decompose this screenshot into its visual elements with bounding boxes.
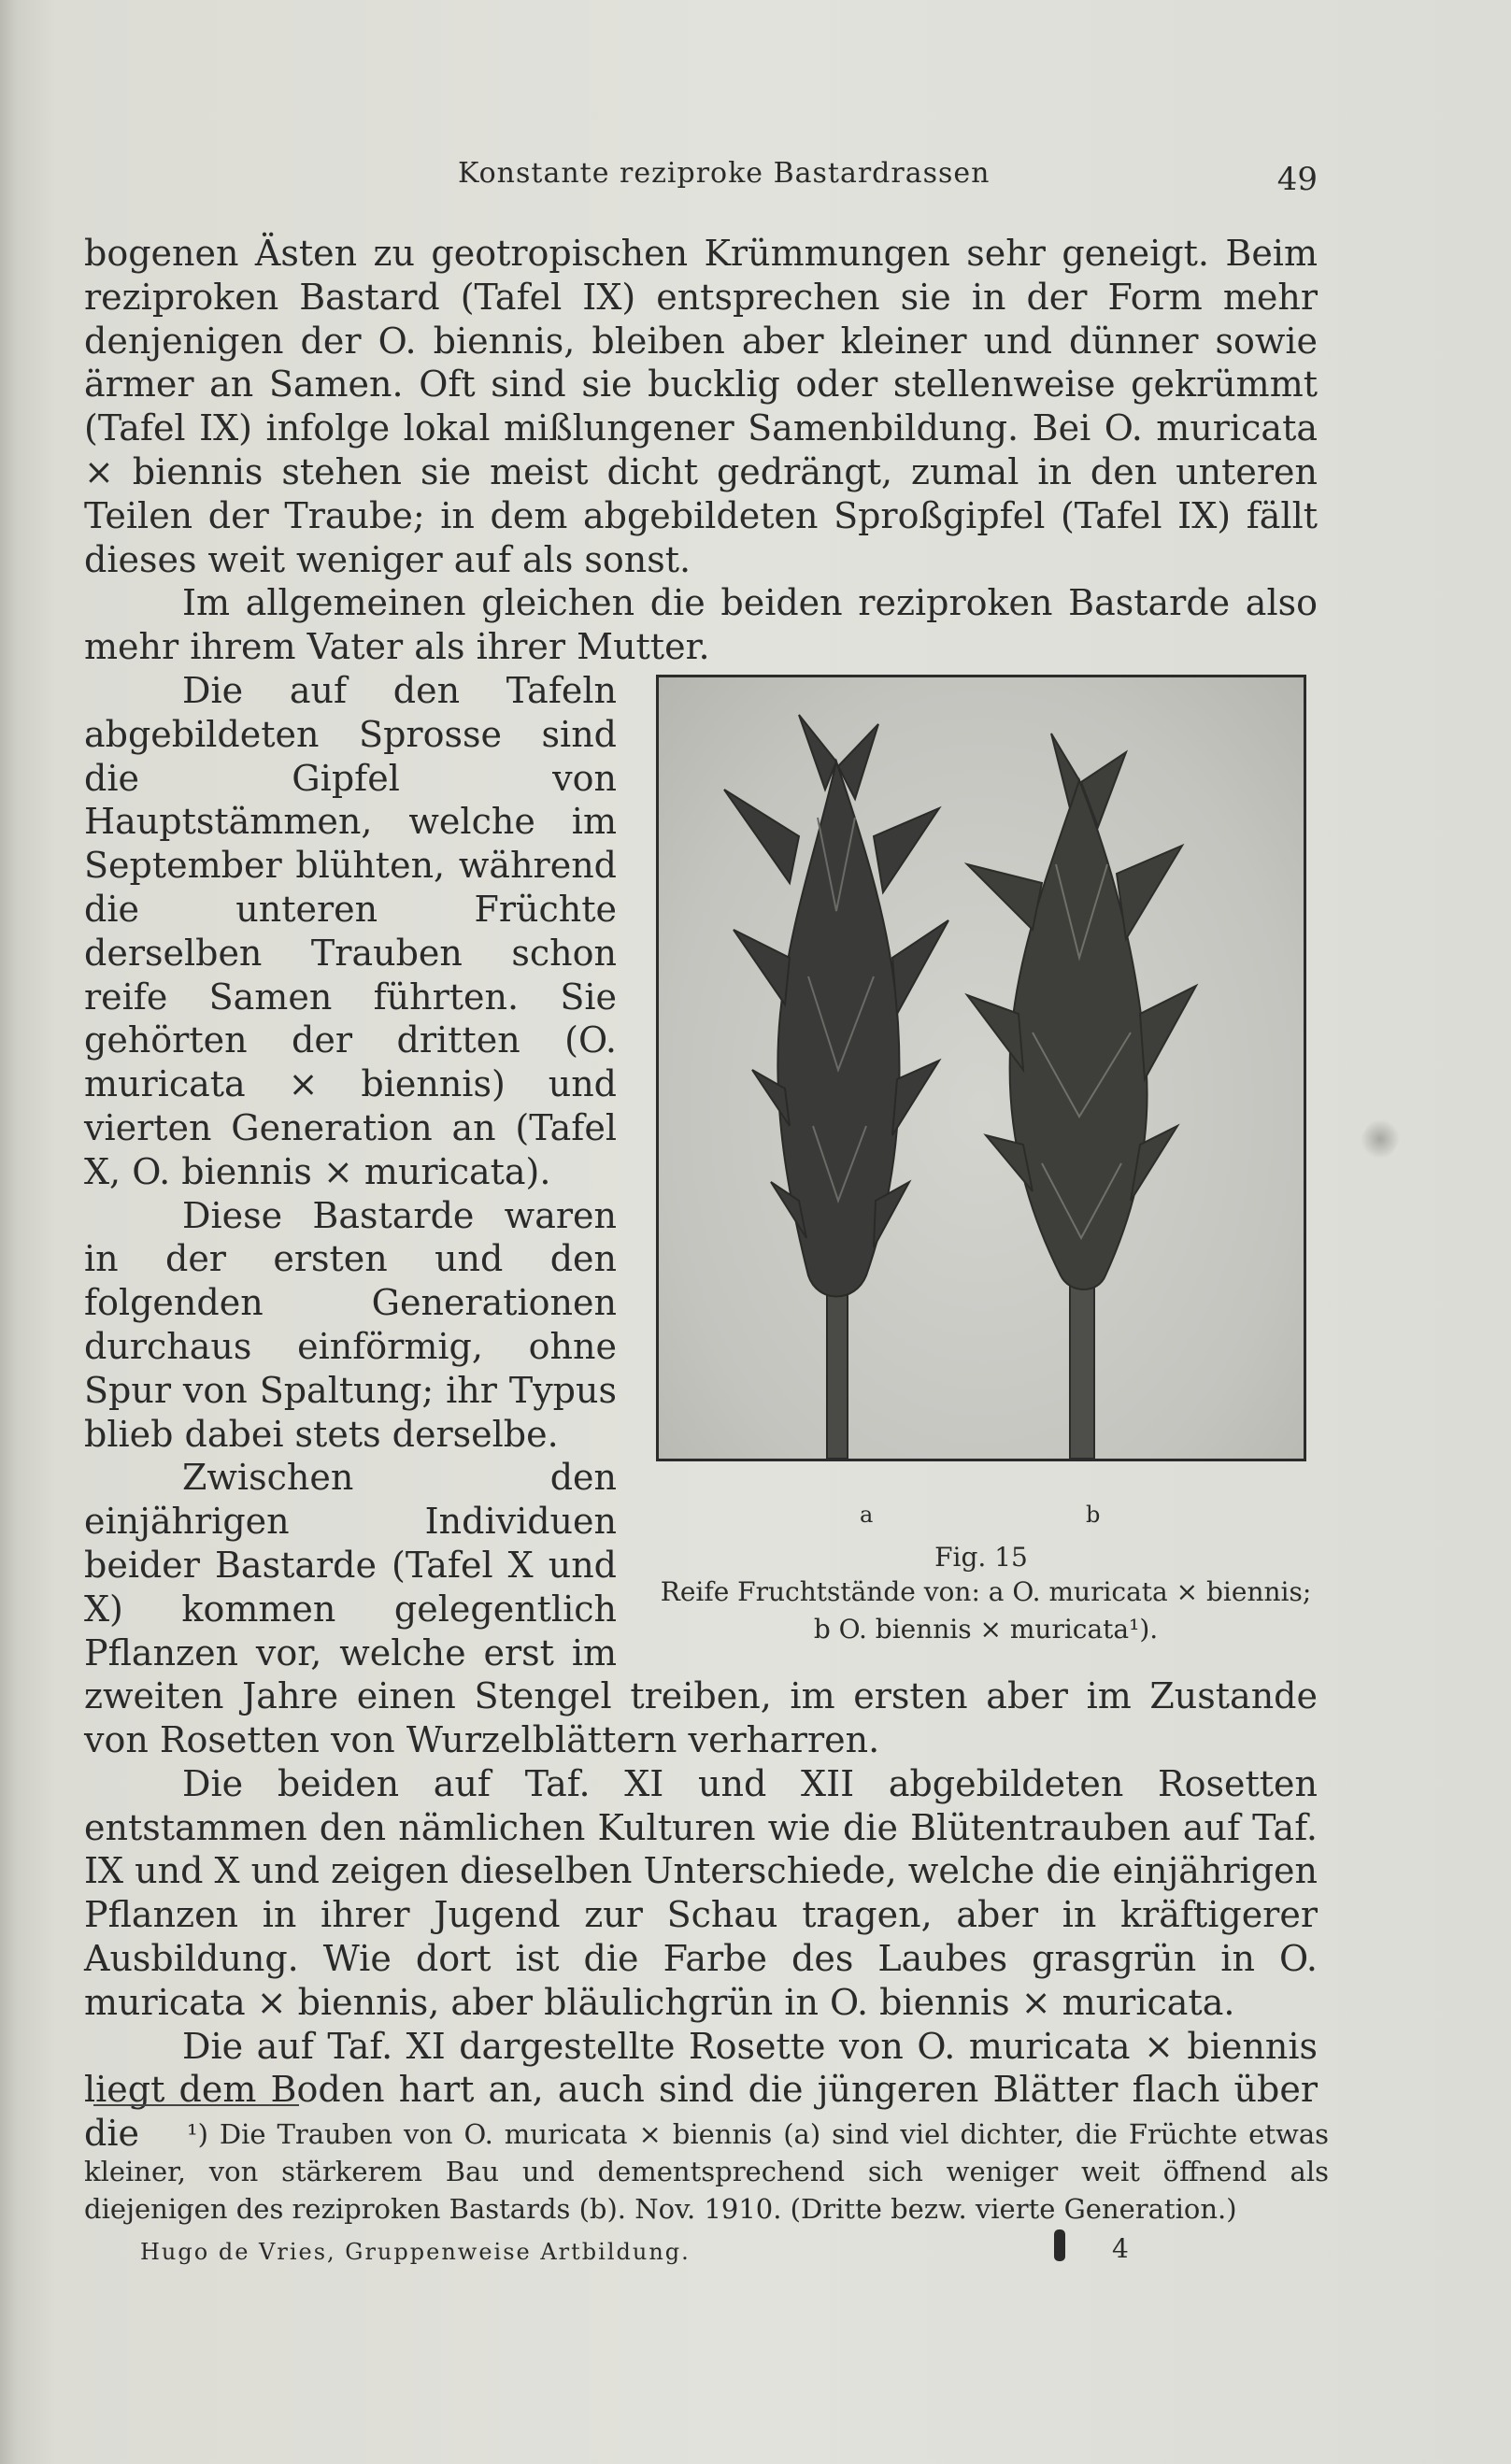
- body-text: [84, 232, 1318, 2156]
- paragraph-7: Die auf Taf. XI dargestellte Rosette von O. muricata × biennis liegt dem Boden hart an, auch sind die jüngeren Blätter flach über die: [84, 2025, 1318, 2155]
- paper-stain: [1354, 1112, 1406, 1167]
- footnote-rule: [93, 2104, 299, 2106]
- ink-smudge: [1054, 2229, 1065, 2261]
- fruit-stands-photo: [656, 675, 1306, 1461]
- paragraph-2: Im allgemeinen gleichen die beiden reziproken Bastarde also mehr ihrem Vater als ihrer Mutter.: [84, 582, 1318, 668]
- sheet-signature: Hugo de Vries, Gruppenweise Artbildung.: [140, 2239, 691, 2265]
- running-head: Konstante reziproke Bastardrassen: [458, 157, 991, 190]
- page-header: [458, 157, 1318, 204]
- paragraph-6: Die beiden auf Taf. XI und XII abgebildeten Rosetten entstammen den nämlichen Kulturen wie die Blütentrauben auf Taf. IX und X und zeigen dieselben Unterschiede, welche die einjährigen Pflanzen in ihrer Jugend zur Schau tragen, aber in kräftigerer Ausbildung. Wie dort ist die Farbe des Laubes grasgrün in O. muricata × biennis, aber bläulichgrün in O. biennis × muricata.: [84, 1762, 1318, 2023]
- figure-15: [645, 675, 1318, 1648]
- sheet-number: 4: [1112, 2233, 1129, 2264]
- footnote-1: ¹) Die Trauben von O. muricata × biennis (a) sind viel dichter, die Früchte etwas kleiner, von stärkerem Bau und dementsprechend sich weniger weit öffnend als diejenigen des reziproken Bastards (b). Nov. 1910. (Dritte bezw. vierte Generation.): [84, 2118, 1329, 2225]
- footnotes: [84, 2115, 1329, 2228]
- fruit-stands-illustration: [659, 677, 1304, 1459]
- figure-caption: Reife Fruchtstände von: a O. muricata × biennis; b O. biennis × muricata¹).: [660, 1575, 1312, 1645]
- figure-letter-b: b: [1086, 1501, 1101, 1528]
- figure-label: Fig. 15: [934, 1541, 1028, 1573]
- page-number: 49: [1276, 161, 1318, 198]
- figure-letter-a: a: [860, 1501, 874, 1528]
- paragraph-3: Die auf den Tafeln abgebildeten Sprosse sind die Gipfel von Hauptstämmen, welche im September blühten, während die unteren Früchte derselben Trauben schon reife Samen führten. Sie gehörten der dritten (O. muricata × biennis) und vierten Generation an (Tafel X, O. biennis × muricata).: [84, 669, 617, 1192]
- paragraph-5: Zwischen den einjährigen Individuen beider Bastarde (Tafel X und X) kommen gelegentlich Pflanzen vor, welche erst im zweiten Jahre einen Stengel treiben, im ersten aber im Zustande von Rosetten von Wurzelblättern verharren.: [84, 1457, 1318, 1761]
- paragraph-4: Diese Bastarde waren in der ersten und den folgenden Generationen durchaus einförmig, ohne Spur von Spaltung; ihr Typus blieb dabei stets derselbe.: [84, 1194, 617, 1455]
- paragraph-1: bogenen Ästen zu geotropischen Krümmungen sehr geneigt. Beim reziproken Bastard (Tafel IX) entsprechen sie in der Form mehr denjenigen der O. biennis, bleiben aber kleiner und dünner sowie ärmer an Samen. Oft sind sie bucklig oder stellenweise gekrümmt (Tafel IX) infolge lokal mißlungener Samenbildung. Bei O. muricata × biennis stehen sie meist dicht gedrängt, zumal in den unteren Teilen der Traube; in dem abgebildeten Sproßgipfel (Tafel IX) fällt dieses weit weniger auf als sonst.: [84, 233, 1318, 580]
- figure-letters: [645, 1493, 1318, 1534]
